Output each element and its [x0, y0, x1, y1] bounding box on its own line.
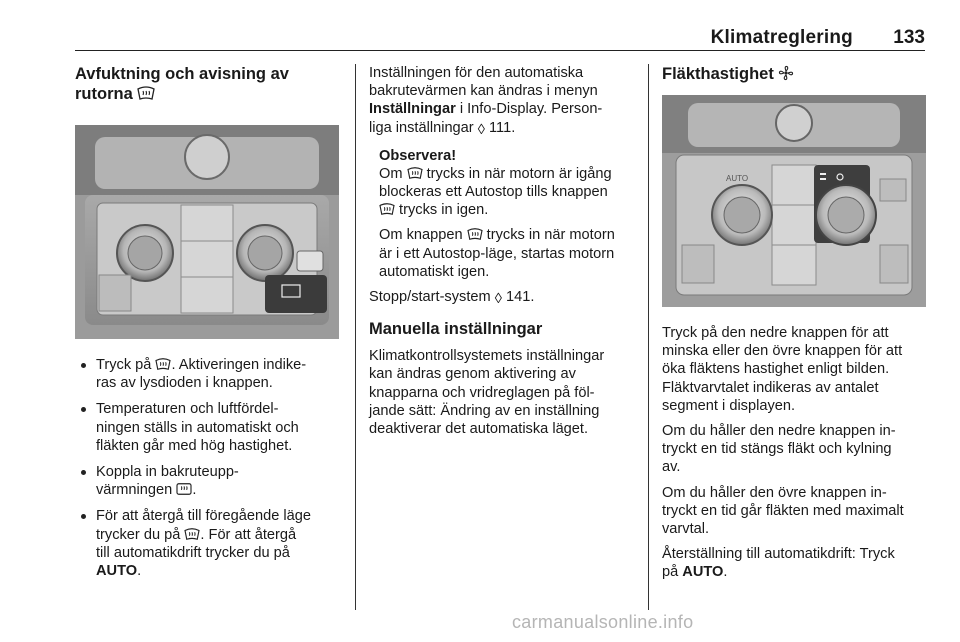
windscreen-defrost-icon [407, 166, 423, 180]
page-reference-link[interactable]: 111 [489, 119, 512, 136]
page-reference-icon: ◊ [477, 121, 485, 138]
section-heading-fan-speed: Fläkthastighet [662, 64, 928, 84]
list-item: För att återgå till föregående läge trycker du på . För att återgå till automatikdrift trycker du på AUTO. [75, 507, 343, 580]
windscreen-defrost-icon [467, 227, 483, 241]
fan-speed-text-2: Om du håller den nedre knappen in- tryckt en tid stängs fläkt och kylning av. [662, 423, 896, 476]
fan-icon [778, 65, 794, 81]
windscreen-defrost-icon [184, 527, 200, 541]
note-box [379, 147, 633, 281]
watermark: carmanualsonline.info [512, 612, 694, 632]
list-item: Koppla in bakruteupp- värmningen . [75, 463, 343, 499]
list-item: Tryck på . Aktiveringen indike- ras av lysdioden i knappen. [75, 356, 343, 392]
fan-speed-text-3: Om du håller den övre knappen in- tryckt en tid går fläkten med maximalt varvtal. [662, 484, 904, 538]
column-1 [75, 64, 343, 588]
climate-panel-illustration [75, 125, 339, 339]
note-text-1: Om trycks in när motorn är igång blockeras ett Autostop tills knappen trycks in igen. [379, 165, 612, 219]
auto-button-label: AUTO [726, 174, 749, 183]
manual-settings-text: Klimatkontrollsystemets inställningar kan ändras genom aktivering av knapparna och vridreglagen på föl- jande sätt: Ändring av en inställning deaktiverar det automatiska läget. [369, 348, 605, 438]
column-divider [648, 64, 649, 610]
page-number: 133 [893, 27, 925, 48]
note-text-2: Om knappen trycks in när motorn är i ett Autostop-läge, startas motorn automatiskt igen. [379, 227, 615, 280]
fan-speed-text-4: Återställning till automatikdrift: Tryck på AUTO. [662, 546, 895, 581]
windscreen-defrost-icon [379, 202, 395, 216]
column-divider [355, 64, 356, 610]
fan-speed-panel-illustration [662, 95, 926, 307]
section-heading-defog: Avfuktning och avisning av rutorna [75, 65, 289, 103]
chapter-title: Klimatreglering [710, 27, 853, 48]
rear-window-heating-icon [176, 482, 192, 496]
page-reference-link[interactable]: 141 [506, 289, 531, 306]
section-heading-manual: Manuella inställningar [369, 320, 543, 339]
page-reference-icon: ◊ [494, 291, 502, 308]
defog-steps-list [75, 356, 343, 580]
windscreen-defrost-icon [137, 85, 155, 101]
page-header [75, 27, 925, 51]
column-2 [369, 64, 633, 438]
column-3 [662, 64, 928, 582]
windscreen-defrost-icon [155, 357, 171, 371]
climate-panel-photo-2 [662, 95, 926, 307]
climate-panel-photo-1 [75, 125, 339, 339]
list-item: Temperaturen och luftfördel- ningen ställs in automatiskt och fläkten går med hög hastighet. [75, 400, 343, 455]
rear-heating-intro: Inställningen för den automatiska bakrutevärmen kan ändras i menyn Inställningar i Info-Display. Person- liga inställningar ◊ 111. [369, 65, 603, 138]
stop-start-reference: Stopp/start-system ◊ 141. [369, 289, 535, 308]
note-title: Observera! [379, 147, 457, 164]
fan-speed-text-1: Tryck på den nedre knappen för att minska eller den övre knappen för att öka fläktens hastighet enligt bilden. Fläktvarvtalet indikeras av antalet segment i displayen. [662, 325, 903, 414]
